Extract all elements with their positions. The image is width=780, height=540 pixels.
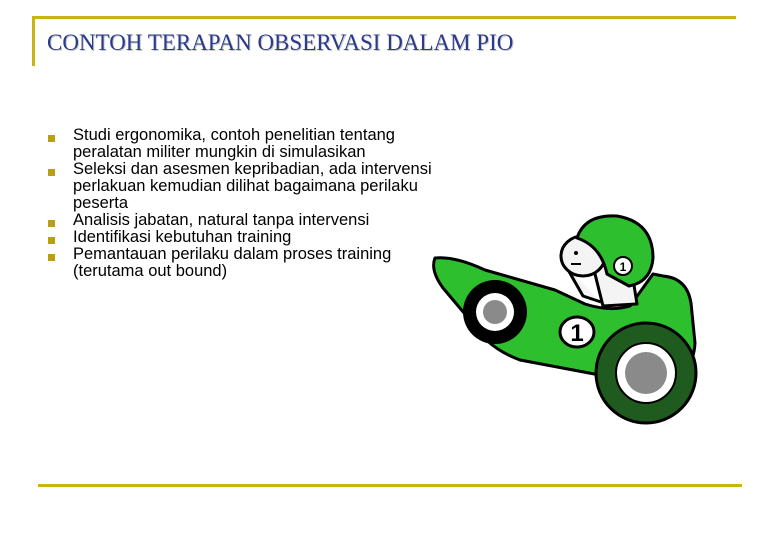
left-border-rule (32, 16, 35, 66)
front-wheel-hub (625, 352, 667, 394)
square-bullet-icon (48, 254, 55, 261)
race-car-illustration (425, 208, 705, 428)
bullet-text: Analisis jabatan, natural tanpa intervensi (73, 211, 370, 229)
bullet-item (48, 246, 433, 280)
bullet-text: Studi ergonomika, contoh penelitian tentang peralatan militer mungkin di simulasikan (73, 126, 395, 161)
square-bullet-icon (48, 237, 55, 244)
bullet-text: Pemantauan perilaku dalam proses training (terutama out bound) (73, 245, 392, 280)
bottom-border-rule (38, 484, 742, 487)
rear-wheel-hub (483, 300, 507, 324)
driver-eye (574, 251, 578, 255)
helmet-number: 1 (619, 260, 627, 274)
bullet-list (48, 127, 433, 280)
bullet-text: Identifikasi kebutuhan training (73, 228, 292, 246)
bullet-item (48, 229, 433, 246)
square-bullet-icon (48, 135, 55, 142)
bullet-item (48, 127, 433, 161)
square-bullet-icon (48, 220, 55, 227)
car-number: 1 (570, 320, 584, 347)
square-bullet-icon (48, 169, 55, 176)
top-border-rule (32, 16, 736, 19)
slide-title: CONTOH TERAPAN OBSERVASI DALAM PIO (47, 30, 514, 55)
bullet-item (48, 212, 433, 229)
bullet-text: Seleksi dan asesmen kepribadian, ada intervensi perlakuan kemudian dilihat bagaimana perilaku peserta (73, 160, 432, 212)
bullet-item (48, 161, 433, 212)
